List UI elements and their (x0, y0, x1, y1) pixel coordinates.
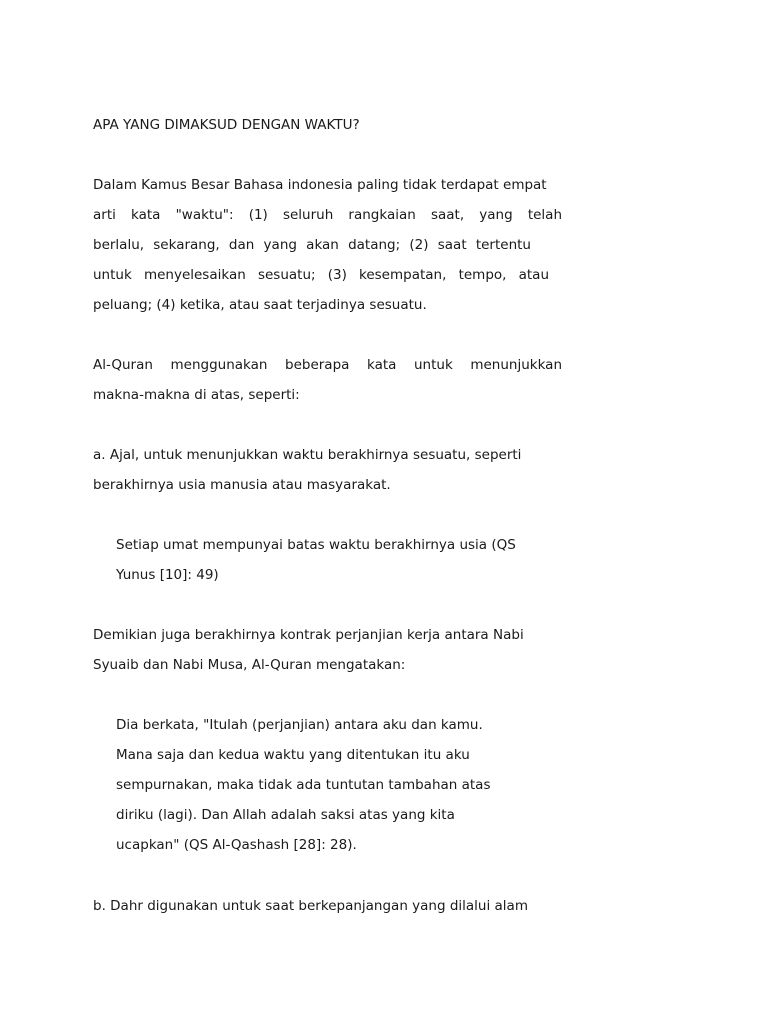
item-a-line-2: berakhirnya usia manusia atau masyarakat. (93, 477, 391, 493)
paragraph-3-line-2: Syuaib dan Nabi Musa, Al-Quran mengatakan: (93, 657, 406, 673)
quote-2-line-3: sempurnakan, maka tidak ada tuntutan tambahan atas (116, 777, 491, 793)
quote-2-line-1: Dia berkata, "Itulah (perjanjian) antara aku dan kamu. (116, 717, 483, 733)
paragraph-2-line-1: Al-Quran menggunakan beberapa kata untuk menunjukkan (93, 357, 562, 373)
paragraph-1-line-3: berlalu, sekarang, dan yang akan datang; (2) saat tertentu (93, 237, 531, 253)
paragraph-1-line-5: peluang; (4) ketika, atau saat terjadinya sesuatu. (93, 297, 427, 313)
document-title: APA YANG DIMAKSUD DENGAN WAKTU? (93, 117, 360, 133)
paragraph-1-line-4: untuk menyelesaikan sesuatu; (3) kesempatan, tempo, atau (93, 267, 549, 283)
paragraph-2-line-2: makna-makna di atas, seperti: (93, 387, 300, 403)
paragraph-3-line-1: Demikian juga berakhirnya kontrak perjanjian kerja antara Nabi (93, 627, 524, 643)
quote-1-line-2: Yunus [10]: 49) (116, 567, 219, 583)
item-a-line-1: a. Ajal, untuk menunjukkan waktu berakhirnya sesuatu, seperti (93, 447, 522, 463)
quote-2-line-2: Mana saja dan kedua waktu yang ditentukan itu aku (116, 747, 470, 763)
paragraph-1-line-2: arti kata "waktu": (1) seluruh rangkaian saat, yang telah (93, 207, 562, 223)
item-b-line-1: b. Dahr digunakan untuk saat berkepanjangan yang dilalui alam (93, 898, 528, 914)
quote-2-line-4: diriku (lagi). Dan Allah adalah saksi atas yang kita (116, 807, 455, 823)
quote-2-line-5: ucapkan" (QS Al-Qashash [28]: 28). (116, 837, 357, 853)
paragraph-1-line-1: Dalam Kamus Besar Bahasa indonesia paling tidak terdapat empat (93, 177, 547, 193)
quote-1-line-1: Setiap umat mempunyai batas waktu berakhirnya usia (QS (116, 537, 516, 553)
